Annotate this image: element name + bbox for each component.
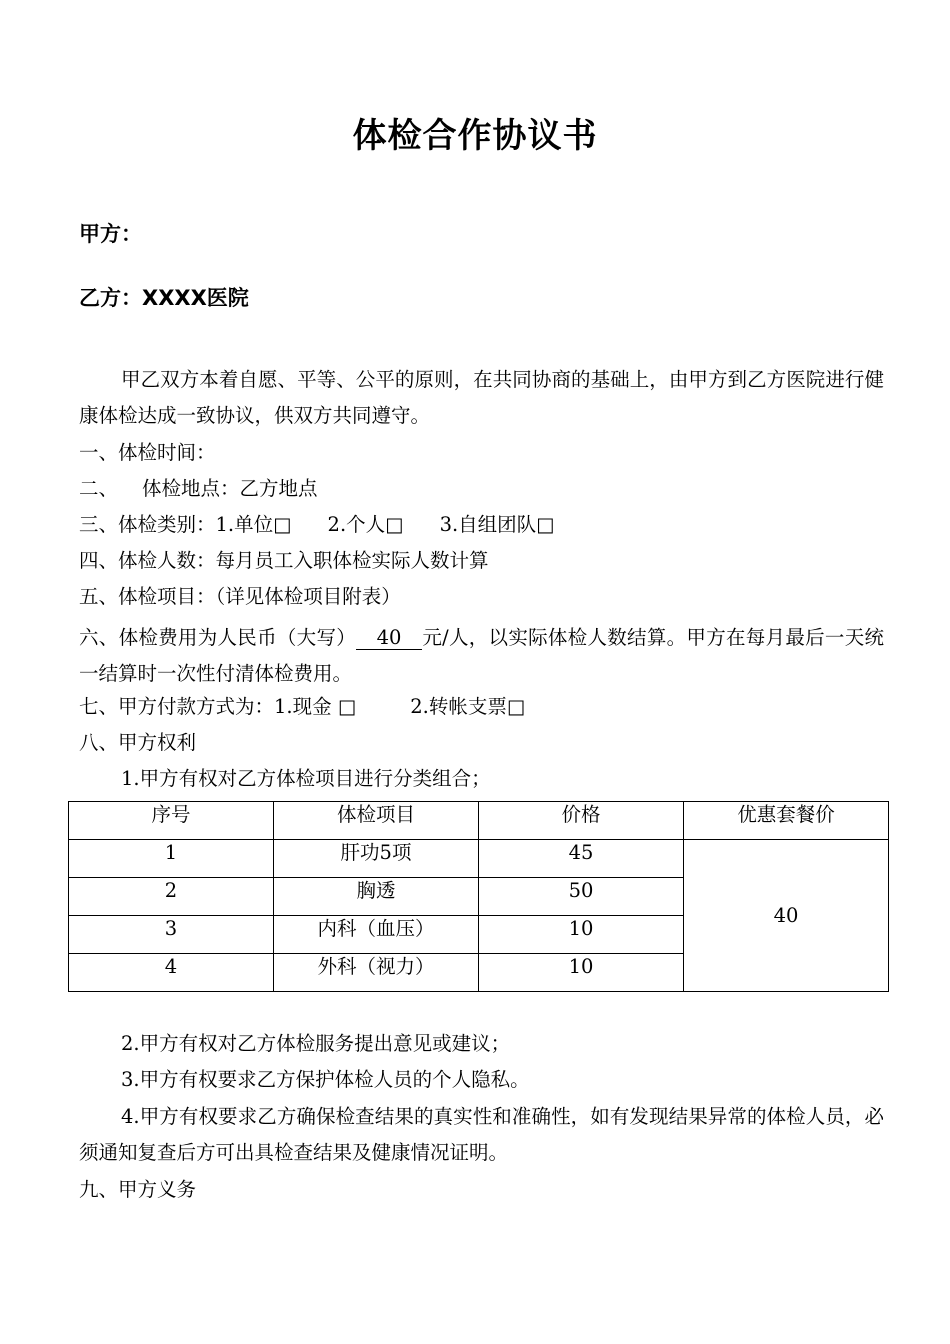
clause-3-option-unit: 1.单位□ xyxy=(215,513,292,536)
cell-index: 3 xyxy=(69,916,274,954)
party-b: 乙方：XXXX医院 xyxy=(79,286,249,310)
header-index: 序号 xyxy=(69,802,274,840)
clause-3 xyxy=(79,512,555,538)
clause-2 xyxy=(79,476,318,502)
clause-7-label: 七、甲方付款方式为： xyxy=(79,695,275,718)
clause-4: 四、体检人数：每月员工入职体检实际人数计算 xyxy=(79,549,489,572)
cell-price: 10 xyxy=(479,916,684,954)
header-price: 价格 xyxy=(479,802,684,840)
clause-3-label: 三、体检类别： xyxy=(79,513,216,536)
cell-price: 45 xyxy=(479,840,684,878)
clause-5: 五、体检项目：（详见体检项目附表） xyxy=(79,585,401,608)
clause-2-number: 二、 xyxy=(79,477,119,500)
cell-item: 内科（血压） xyxy=(274,916,479,954)
cell-package-price: 40 xyxy=(684,840,889,992)
table-header-row xyxy=(69,802,889,840)
clause-3-option-individual: 2.个人□ xyxy=(327,513,404,536)
cell-item: 肝功5项 xyxy=(274,840,479,878)
clause-9: 九、甲方义务 xyxy=(79,1178,197,1201)
clause-8-2: 2.甲方有权对乙方体检服务提出意见或建议； xyxy=(121,1032,511,1055)
document-title: 体检合作协议书 xyxy=(352,116,598,156)
cell-item: 胸透 xyxy=(274,878,479,916)
clause-6-suffix: 元/人，以实际体检人数结算。甲方在每月最后一天统一结算时一次性付清体检费用。 xyxy=(79,626,884,685)
clause-8-3: 3.甲方有权要求乙方保护体检人员的个人隐私。 xyxy=(121,1068,530,1091)
cell-index: 4 xyxy=(69,954,274,992)
header-package-price: 优惠套餐价 xyxy=(684,802,889,840)
payment-option-transfer: 2.转帐支票□ xyxy=(410,695,526,718)
party-a: 甲方： xyxy=(79,222,142,246)
header-item: 体检项目 xyxy=(274,802,479,840)
clause-1: 一、体检时间： xyxy=(79,441,216,464)
clause-7 xyxy=(79,694,525,720)
cell-price: 10 xyxy=(479,954,684,992)
clause-6 xyxy=(79,620,884,692)
cell-index: 2 xyxy=(69,878,274,916)
clause-8-1: 1.甲方有权对乙方体检项目进行分类组合； xyxy=(121,767,491,790)
fee-amount: 40 xyxy=(356,627,422,650)
payment-option-cash: 1.现金 □ xyxy=(274,695,357,718)
clause-3-option-team: 3.自组团队□ xyxy=(439,513,555,536)
exam-items-table xyxy=(68,801,889,992)
cell-price: 50 xyxy=(479,878,684,916)
clause-8: 八、甲方权利 xyxy=(79,731,197,754)
table-row xyxy=(69,840,889,878)
clause-8-4: 4.甲方有权要求乙方确保检查结果的真实性和准确性，如有发现结果异常的体检人员，必须通知复查后方可出具检查结果及健康情况证明。 xyxy=(79,1105,884,1164)
intro-paragraph: 甲乙双方本着自愿、平等、公平的原则，在共同协商的基础上，由甲方到乙方医院进行健康体检达成一致协议，供双方共同遵守。 xyxy=(79,368,884,427)
clause-6-prefix: 六、体检费用为人民币（大写） xyxy=(79,626,357,649)
cell-index: 1 xyxy=(69,840,274,878)
clause-2-text: 体检地点：乙方地点 xyxy=(142,477,318,500)
cell-item: 外科（视力） xyxy=(274,954,479,992)
